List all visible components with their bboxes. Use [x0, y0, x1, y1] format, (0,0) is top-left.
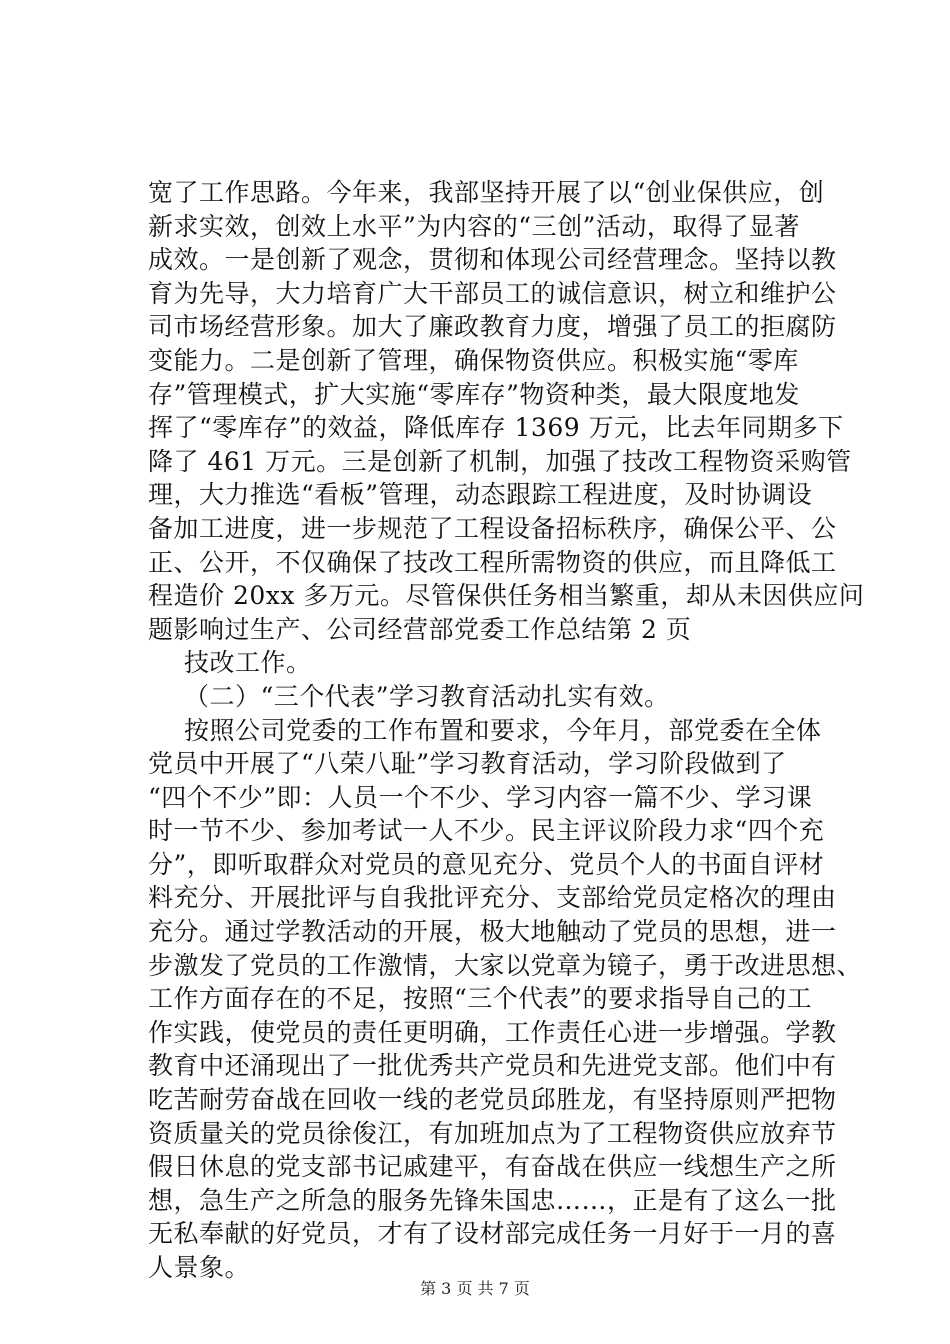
- paragraph-line: 宽了工作思路。今年来，我部坚持开展了以“创业保供应，创: [148, 178, 825, 207]
- paragraph-line: 司市场经营形象。加大了廉政教育力度，增强了员工的拒腐防: [148, 312, 837, 342]
- paragraph-line: 挥了“零库存”的效益，降低库存 1369 万元，比去年同期多下: [148, 413, 844, 443]
- paragraph-line: 程造价 20xx 多万元。尽管保供任务相当繁重，却从未因供应问: [148, 581, 865, 611]
- paragraph-line: 题影响过生产、公司经营部党委工作总结第 2 页: [148, 614, 692, 644]
- paragraph-line: 无私奉献的好党员，才有了设材部完成任务一月好于一月的喜: [148, 1219, 837, 1249]
- document-body: [148, 176, 865, 1285]
- page-footer: 第 3 页 共 7 页: [420, 1279, 530, 1298]
- paragraph-line: 人景象。: [148, 1253, 251, 1282]
- paragraph-line: 时一节不少、参加考试一人不少。民主评议阶段力求“四个充: [148, 816, 825, 846]
- paragraph-line: 假日休息的党支部书记戚建平，有奋战在供应一线想生产之所: [148, 1152, 837, 1182]
- paragraph-line: 存”管理模式，扩大实施“零库存”物资种类，最大限度地发: [148, 379, 800, 409]
- paragraph-line: 分”，即听取群众对党员的意见充分、党员个人的书面自评材: [148, 849, 825, 879]
- paragraph-line: 资质量关的党员徐俊江，有加班加点为了工程物资供应放弃节: [148, 1118, 837, 1148]
- paragraph-line: 作实践，使党员的责任更明确，工作责任心进一步增强。学教: [148, 1017, 837, 1047]
- paragraph-line: 充分。通过学教活动的开展，极大地触动了党员的思想，进一: [148, 917, 837, 947]
- paragraph-line: 料充分、开展批评与自我批评充分、支部给党员定格次的理由: [148, 883, 837, 913]
- paragraph-line: “四个不少”即：人员一个不少、学习内容一篇不少、学习课: [148, 782, 813, 812]
- paragraph-line: 备加工进度，进一步规范了工程设备招标秩序，确保公平、公: [148, 513, 837, 543]
- paragraph-line: 吃苦耐劳奋战在回收一线的老党员邱胜龙，有坚持原则严把物: [148, 1085, 837, 1115]
- paragraph-line: 党员中开展了“八荣八耻”学习教育活动，学习阶段做到了: [148, 749, 787, 779]
- paragraph-line: 按照公司党委的工作布置和要求，今年月，部党委在全体: [184, 715, 822, 745]
- paragraph-line: 成效。一是创新了观念，贯彻和体现公司经营理念。坚持以教: [148, 245, 837, 275]
- paragraph-line: 变能力。二是创新了管理，确保物资供应。积极实施“零库: [148, 345, 799, 375]
- paragraph-line: 工作方面存在的不足，按照“三个代表”的要求指导自己的工: [148, 984, 813, 1014]
- paragraph-line: 技改工作。: [184, 648, 312, 678]
- paragraph-line: 正、公开，不仅确保了技改工程所需物资的供应，而且降低工: [148, 547, 837, 577]
- section-heading: （二）“三个代表”学习教育活动扎实有效。: [184, 681, 670, 711]
- paragraph-line: 想，急生产之所急的服务先锋朱国忠……，正是有了这么一批: [148, 1185, 837, 1215]
- paragraph-line: 教育中还涌现出了一批优秀共产党员和先进党支部。他们中有: [148, 1051, 837, 1081]
- paragraph-line: 理，大力推选“看板”管理，动态跟踪工程进度，及时协调设: [148, 480, 813, 510]
- paragraph-line: 步激发了党员的工作激情，大家以党章为镜子，勇于改进思想、: [148, 950, 863, 980]
- paragraph-line: 新求实效，创效上水平”为内容的“三创”活动，取得了显著: [148, 211, 800, 241]
- paragraph-line: 育为先导，大力培育广大干部员工的诚信意识，树立和维护公: [148, 278, 837, 308]
- paragraph-line: 降了 461 万元。三是创新了机制，加强了技改工程物资采购管: [148, 446, 852, 476]
